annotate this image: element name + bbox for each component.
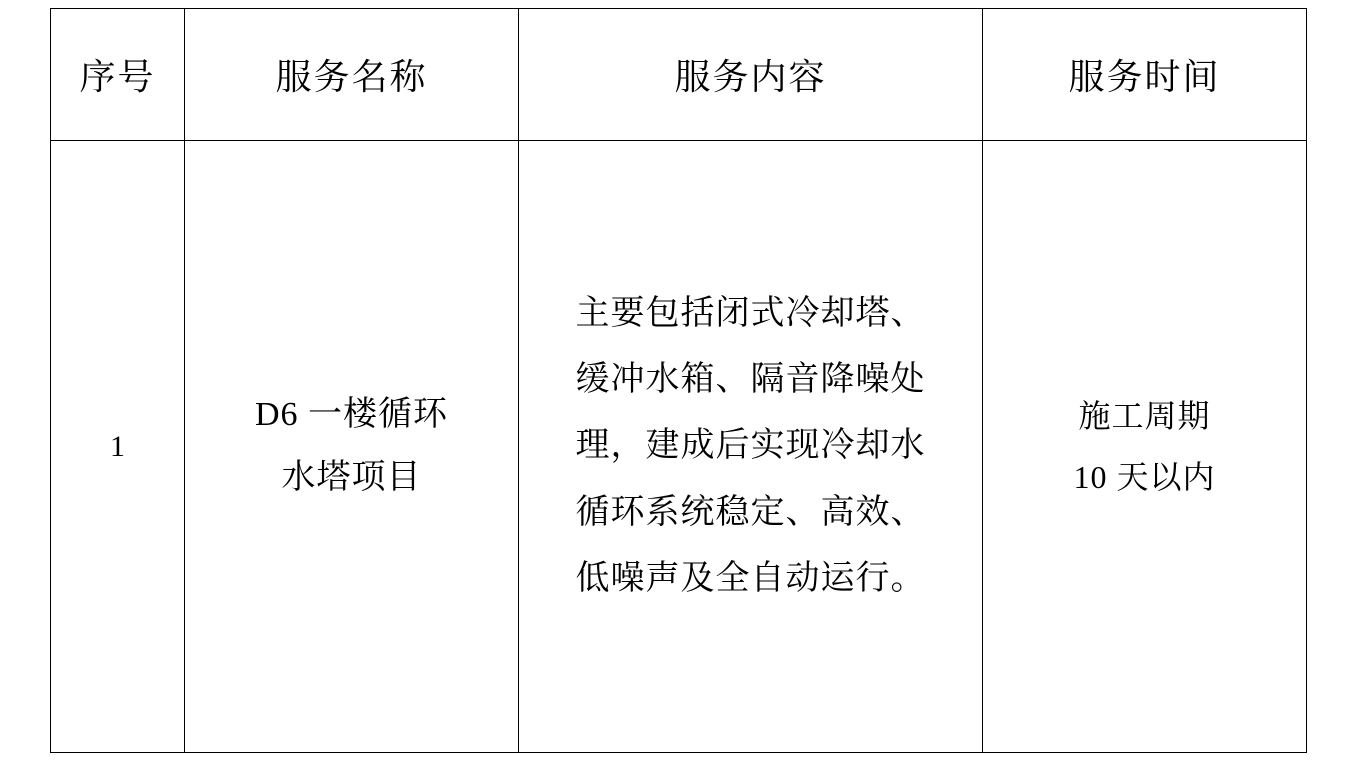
- cell-service-content: [519, 141, 983, 753]
- service-table: [50, 8, 1307, 753]
- service-time-line-2: 10 天以内: [1073, 458, 1216, 495]
- cell-index: 1: [51, 141, 185, 753]
- cell-service-name: [185, 141, 519, 753]
- service-content-line-4: 循环系统稳定、高效、: [575, 493, 926, 531]
- service-name-line-2: 水塔项目: [281, 458, 422, 496]
- service-content-line-1: 主要包括闭式冷却塔、: [575, 294, 926, 332]
- cell-service-time: [983, 141, 1307, 753]
- table-row: [51, 141, 1307, 753]
- service-name-line-1: D6 一楼循环: [254, 395, 449, 433]
- header-cell-service-time: 服务时间: [983, 9, 1307, 141]
- header-cell-service-content: 服务内容: [519, 9, 983, 141]
- table-header-row: [51, 9, 1307, 141]
- service-time-line-1: 施工周期: [1078, 397, 1211, 434]
- header-cell-service-name: 服务名称: [185, 9, 519, 141]
- service-content-line-5: 低噪声及全自动运行。: [575, 559, 926, 597]
- header-cell-index: 序号: [51, 9, 185, 141]
- service-content-line-2: 缓冲水箱、隔音降噪处: [575, 361, 926, 399]
- service-content-line-3: 理，建成后实现冷却水: [575, 427, 926, 465]
- service-table-container: [50, 8, 1306, 760]
